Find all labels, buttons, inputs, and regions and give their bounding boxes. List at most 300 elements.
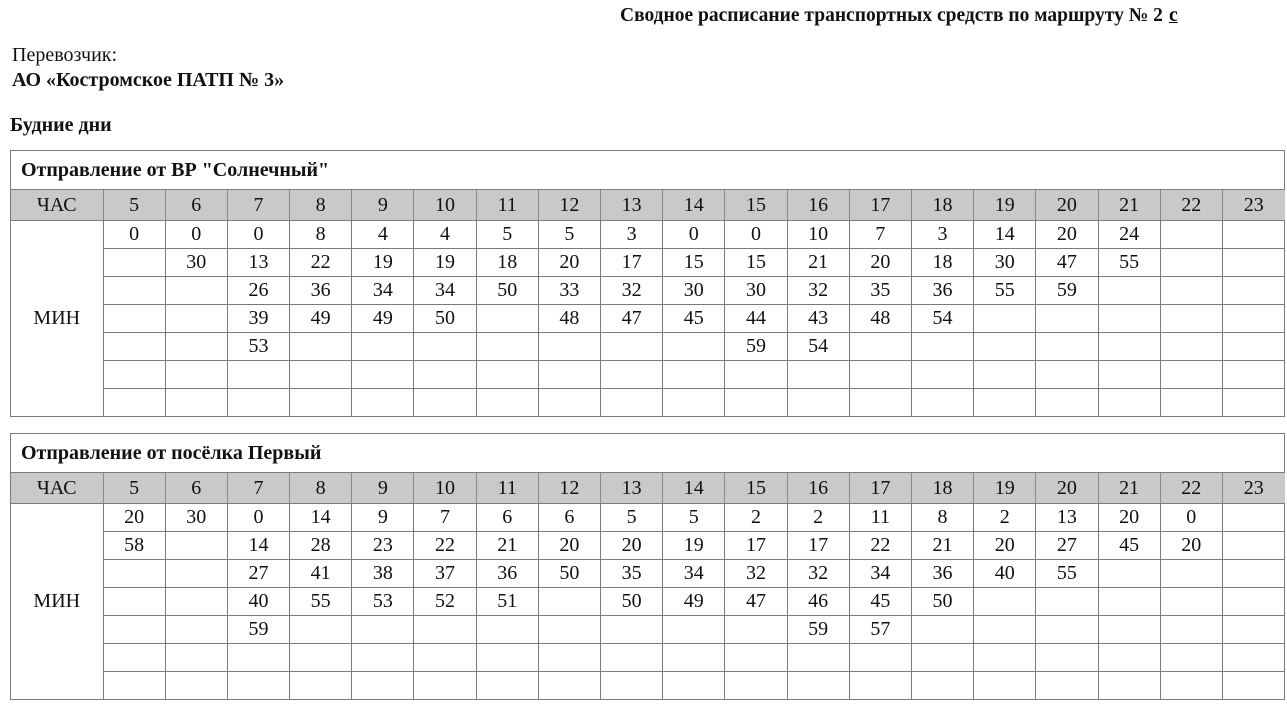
minute-cell: 23	[352, 532, 414, 560]
minute-cell	[352, 389, 414, 417]
minute-cell	[103, 389, 165, 417]
minute-cell: 51	[476, 588, 538, 616]
minute-cell	[849, 672, 911, 700]
minute-cell	[538, 361, 600, 389]
minute-cell: 54	[911, 305, 973, 333]
schedule-title: Отправление от посёлка Первый	[11, 434, 1284, 473]
minute-cell	[1160, 221, 1222, 249]
minute-cell	[974, 672, 1036, 700]
minute-cell: 35	[601, 560, 663, 588]
schedule-table	[11, 473, 1285, 699]
minute-cell	[1036, 305, 1098, 333]
minute-cell	[787, 672, 849, 700]
minute-cell: 2	[787, 504, 849, 532]
minute-cell: 30	[165, 504, 227, 532]
hour-header-cell: 23	[1222, 473, 1284, 504]
minute-cell: 21	[911, 532, 973, 560]
document-title	[620, 5, 1178, 27]
minute-cell: 58	[103, 532, 165, 560]
minute-cell	[103, 560, 165, 588]
minute-cell: 49	[352, 305, 414, 333]
minute-cell: 26	[227, 277, 289, 305]
minute-cell	[974, 305, 1036, 333]
minute-cell	[787, 389, 849, 417]
minute-cell	[538, 333, 600, 361]
minute-cell: 59	[227, 616, 289, 644]
minute-cell	[1222, 249, 1284, 277]
minute-cell	[974, 616, 1036, 644]
minute-cell: 50	[538, 560, 600, 588]
minute-cell: 30	[165, 249, 227, 277]
minute-cell	[663, 616, 725, 644]
minute-cell	[663, 644, 725, 672]
minutes-row	[11, 361, 1285, 389]
minute-cell	[1222, 588, 1284, 616]
minute-cell: 20	[1098, 504, 1160, 532]
minute-cell: 7	[414, 504, 476, 532]
minute-cell: 5	[538, 221, 600, 249]
minute-cell: 18	[476, 249, 538, 277]
minute-cell: 0	[227, 221, 289, 249]
hour-header-cell: 12	[538, 190, 600, 221]
minute-cell: 38	[352, 560, 414, 588]
minute-cell: 17	[725, 532, 787, 560]
minute-cell: 47	[1036, 249, 1098, 277]
minute-cell	[1222, 277, 1284, 305]
minute-cell	[1098, 389, 1160, 417]
minute-cell	[1098, 560, 1160, 588]
minute-cell	[787, 644, 849, 672]
minute-cell: 20	[849, 249, 911, 277]
minute-cell: 3	[601, 221, 663, 249]
minute-cell: 33	[538, 277, 600, 305]
minute-cell: 5	[663, 504, 725, 532]
minute-cell	[663, 333, 725, 361]
minute-cell	[1098, 644, 1160, 672]
minute-cell	[538, 672, 600, 700]
minute-cell	[1222, 560, 1284, 588]
minute-cell: 5	[476, 221, 538, 249]
minute-cell	[1222, 644, 1284, 672]
hour-header-cell: 11	[476, 190, 538, 221]
hour-header-cell: 17	[849, 190, 911, 221]
minute-cell	[538, 588, 600, 616]
minute-cell	[414, 616, 476, 644]
minute-cell	[165, 389, 227, 417]
minute-cell	[1160, 305, 1222, 333]
minute-cell	[1098, 616, 1160, 644]
minute-cell	[911, 644, 973, 672]
minute-cell: 49	[290, 305, 352, 333]
minute-cell: 55	[1036, 560, 1098, 588]
minute-cell	[165, 361, 227, 389]
minute-cell	[974, 389, 1036, 417]
hour-header-cell: 8	[290, 190, 352, 221]
minute-cell	[414, 389, 476, 417]
minute-cell: 8	[290, 221, 352, 249]
minute-cell: 35	[849, 277, 911, 305]
minute-cell: 6	[476, 504, 538, 532]
minute-cell: 22	[414, 532, 476, 560]
minutes-row	[11, 672, 1285, 700]
minute-cell	[1160, 672, 1222, 700]
hour-header-cell: 19	[974, 473, 1036, 504]
minute-cell: 48	[849, 305, 911, 333]
hour-header-cell: 18	[911, 190, 973, 221]
minute-cell: 30	[974, 249, 1036, 277]
minute-cell: 45	[1098, 532, 1160, 560]
minute-cell: 21	[476, 532, 538, 560]
minutes-row	[11, 532, 1285, 560]
minute-cell: 34	[663, 560, 725, 588]
minute-cell: 43	[787, 305, 849, 333]
minute-cell	[290, 389, 352, 417]
minute-cell	[414, 644, 476, 672]
minute-cell	[165, 672, 227, 700]
minutes-row	[11, 644, 1285, 672]
minute-cell	[1160, 588, 1222, 616]
minute-cell	[538, 616, 600, 644]
minute-cell	[849, 361, 911, 389]
hour-header-cell: 21	[1098, 190, 1160, 221]
minute-cell	[103, 361, 165, 389]
minute-cell	[1222, 616, 1284, 644]
document-title-link[interactable]: с	[1168, 5, 1178, 26]
minute-cell	[1036, 588, 1098, 616]
minute-cell	[1160, 333, 1222, 361]
minute-cell	[352, 644, 414, 672]
minute-cell	[725, 616, 787, 644]
minute-cell	[725, 389, 787, 417]
minute-cell: 22	[290, 249, 352, 277]
minute-cell: 36	[476, 560, 538, 588]
minutes-row	[11, 588, 1285, 616]
minute-cell: 15	[725, 249, 787, 277]
minute-cell: 39	[227, 305, 289, 333]
minute-cell	[1036, 644, 1098, 672]
minute-cell	[227, 361, 289, 389]
minute-cell	[352, 333, 414, 361]
minute-cell: 34	[414, 277, 476, 305]
minutes-row	[11, 221, 1285, 249]
hour-header-label: ЧАС	[11, 473, 103, 504]
minute-cell	[974, 333, 1036, 361]
minute-cell	[227, 672, 289, 700]
minute-cell: 36	[911, 560, 973, 588]
minute-cell: 27	[227, 560, 289, 588]
minute-cell: 17	[787, 532, 849, 560]
minute-cell	[601, 672, 663, 700]
hour-header-cell: 7	[227, 190, 289, 221]
minute-cell: 13	[227, 249, 289, 277]
schedule-title: Отправление от ВР "Солнечный"	[11, 151, 1284, 190]
minute-cell: 20	[974, 532, 1036, 560]
minute-cell: 50	[414, 305, 476, 333]
minute-cell: 32	[601, 277, 663, 305]
minute-cell: 4	[414, 221, 476, 249]
minute-cell: 44	[725, 305, 787, 333]
minute-cell: 5	[601, 504, 663, 532]
minute-cell: 14	[974, 221, 1036, 249]
minute-cell: 19	[414, 249, 476, 277]
minute-cell: 57	[849, 616, 911, 644]
hour-header-cell: 9	[352, 190, 414, 221]
hour-header-cell: 15	[725, 473, 787, 504]
minute-cell	[352, 361, 414, 389]
minute-cell	[1036, 672, 1098, 700]
minute-cell	[352, 616, 414, 644]
hour-header-row	[11, 190, 1285, 221]
minute-cell: 34	[849, 560, 911, 588]
document-title-text: Сводное расписание транспортных средств по маршруту № 2	[620, 5, 1163, 26]
minute-cell: 30	[663, 277, 725, 305]
minutes-row	[11, 389, 1285, 417]
hour-header-cell: 10	[414, 190, 476, 221]
minute-cell: 41	[290, 560, 352, 588]
minute-cell	[974, 588, 1036, 616]
minute-cell	[787, 361, 849, 389]
hour-header-cell: 11	[476, 473, 538, 504]
minute-cell	[1160, 389, 1222, 417]
minute-cell	[1098, 333, 1160, 361]
minute-cell: 32	[725, 560, 787, 588]
minute-cell: 27	[1036, 532, 1098, 560]
minute-cell	[103, 644, 165, 672]
minute-cell	[165, 532, 227, 560]
hour-header-cell: 14	[663, 473, 725, 504]
minute-cell: 50	[911, 588, 973, 616]
minute-cell: 20	[1036, 221, 1098, 249]
minute-cell	[601, 361, 663, 389]
minute-cell: 24	[1098, 221, 1160, 249]
minute-cell: 50	[476, 277, 538, 305]
hour-header-cell: 18	[911, 473, 973, 504]
minute-cell	[663, 672, 725, 700]
minute-cell: 46	[787, 588, 849, 616]
minute-cell	[1160, 644, 1222, 672]
minute-cell: 4	[352, 221, 414, 249]
minute-cell	[974, 361, 1036, 389]
hour-header-cell: 9	[352, 473, 414, 504]
minute-cell: 59	[1036, 277, 1098, 305]
minute-cell	[1036, 333, 1098, 361]
minute-cell	[103, 305, 165, 333]
minute-cell	[663, 361, 725, 389]
minute-cell	[414, 333, 476, 361]
minute-cell: 40	[227, 588, 289, 616]
minute-cell: 2	[725, 504, 787, 532]
minutes-row	[11, 616, 1285, 644]
hour-header-cell: 8	[290, 473, 352, 504]
minute-cell	[911, 389, 973, 417]
minute-cell	[227, 644, 289, 672]
minute-cell	[1098, 361, 1160, 389]
minute-cell	[476, 389, 538, 417]
minute-cell	[290, 672, 352, 700]
hour-header-cell: 12	[538, 473, 600, 504]
minute-cell: 19	[352, 249, 414, 277]
minute-cell	[165, 644, 227, 672]
minutes-label: МИН	[33, 590, 81, 612]
minute-cell	[601, 644, 663, 672]
minute-cell: 15	[663, 249, 725, 277]
minute-cell: 2	[974, 504, 1036, 532]
minute-cell	[1222, 532, 1284, 560]
day-type-heading: Будние дни	[10, 114, 112, 136]
hour-header-cell: 5	[103, 190, 165, 221]
minute-cell	[1222, 672, 1284, 700]
minutes-row	[11, 560, 1285, 588]
minute-cell: 59	[787, 616, 849, 644]
minute-cell	[1036, 616, 1098, 644]
minute-cell: 8	[911, 504, 973, 532]
minute-cell: 0	[663, 221, 725, 249]
minute-cell	[352, 672, 414, 700]
hour-header-cell: 20	[1036, 473, 1098, 504]
minute-cell	[1222, 389, 1284, 417]
minute-cell	[476, 672, 538, 700]
hour-header-cell: 7	[227, 473, 289, 504]
minute-cell: 22	[849, 532, 911, 560]
minute-cell	[476, 305, 538, 333]
minute-cell	[911, 333, 973, 361]
schedule-block-pervy	[10, 433, 1285, 700]
minute-cell	[1098, 588, 1160, 616]
minute-cell: 18	[911, 249, 973, 277]
hour-header-cell: 10	[414, 473, 476, 504]
minute-cell: 37	[414, 560, 476, 588]
hour-header-cell: 13	[601, 473, 663, 504]
minute-cell	[1160, 361, 1222, 389]
hour-header-cell: 6	[165, 473, 227, 504]
hour-header-cell: 16	[787, 473, 849, 504]
minute-cell	[103, 616, 165, 644]
minute-cell	[414, 361, 476, 389]
minute-cell: 0	[1160, 504, 1222, 532]
minute-cell: 53	[227, 333, 289, 361]
hour-header-cell: 21	[1098, 473, 1160, 504]
minute-cell	[601, 333, 663, 361]
minute-cell: 36	[290, 277, 352, 305]
minute-cell: 0	[227, 504, 289, 532]
hour-header-cell: 5	[103, 473, 165, 504]
minute-cell: 0	[103, 221, 165, 249]
minute-cell	[1160, 560, 1222, 588]
minute-cell: 53	[352, 588, 414, 616]
minute-cell	[103, 672, 165, 700]
minute-cell: 48	[538, 305, 600, 333]
minute-cell: 20	[538, 249, 600, 277]
minute-cell: 45	[849, 588, 911, 616]
minute-cell: 14	[227, 532, 289, 560]
hour-header-cell: 22	[1160, 473, 1222, 504]
minute-cell: 52	[414, 588, 476, 616]
minute-cell	[476, 361, 538, 389]
hour-header-cell: 6	[165, 190, 227, 221]
minute-cell: 47	[725, 588, 787, 616]
minute-cell: 7	[849, 221, 911, 249]
minute-cell: 14	[290, 504, 352, 532]
minutes-row	[11, 333, 1285, 361]
hour-header-cell: 19	[974, 190, 1036, 221]
hour-header-cell: 15	[725, 190, 787, 221]
minute-cell: 20	[601, 532, 663, 560]
hour-header-label: ЧАС	[11, 190, 103, 221]
hour-header-cell: 17	[849, 473, 911, 504]
minute-cell: 55	[290, 588, 352, 616]
minute-cell	[601, 616, 663, 644]
minute-cell	[165, 305, 227, 333]
minute-cell	[165, 277, 227, 305]
minute-cell	[1036, 361, 1098, 389]
hour-header-cell: 22	[1160, 190, 1222, 221]
minute-cell: 20	[538, 532, 600, 560]
minute-cell	[1098, 277, 1160, 305]
minute-cell: 0	[165, 221, 227, 249]
minute-cell: 20	[103, 504, 165, 532]
minute-cell	[103, 249, 165, 277]
carrier-name: АО «Костромское ПАТП № 3»	[12, 69, 285, 91]
minute-cell	[725, 644, 787, 672]
minutes-row	[11, 249, 1285, 277]
minute-cell	[1160, 277, 1222, 305]
minute-cell	[911, 616, 973, 644]
minute-cell: 32	[787, 277, 849, 305]
minute-cell	[849, 644, 911, 672]
minute-cell: 19	[663, 532, 725, 560]
minute-cell	[476, 644, 538, 672]
schedule-block-solnechny	[10, 150, 1285, 417]
minute-cell	[290, 616, 352, 644]
minute-cell: 13	[1036, 504, 1098, 532]
minute-cell	[911, 361, 973, 389]
minute-cell	[290, 644, 352, 672]
minute-cell: 34	[352, 277, 414, 305]
minute-cell	[290, 333, 352, 361]
minute-cell	[538, 644, 600, 672]
minute-cell: 28	[290, 532, 352, 560]
minute-cell: 55	[1098, 249, 1160, 277]
minute-cell	[165, 560, 227, 588]
minute-cell	[476, 616, 538, 644]
carrier-label: Перевозчик:	[12, 44, 118, 66]
minute-cell: 20	[1160, 532, 1222, 560]
minute-cell: 59	[725, 333, 787, 361]
minute-cell: 36	[911, 277, 973, 305]
minute-cell	[1160, 616, 1222, 644]
minute-cell	[1222, 221, 1284, 249]
minutes-row	[11, 504, 1285, 532]
hour-header-cell: 20	[1036, 190, 1098, 221]
minute-cell: 17	[601, 249, 663, 277]
minutes-row	[11, 305, 1285, 333]
minute-cell: 3	[911, 221, 973, 249]
hour-header-cell: 14	[663, 190, 725, 221]
minute-cell	[476, 333, 538, 361]
minute-cell: 21	[787, 249, 849, 277]
minute-cell	[1160, 249, 1222, 277]
minute-cell	[1222, 361, 1284, 389]
minute-cell	[103, 277, 165, 305]
minute-cell: 50	[601, 588, 663, 616]
schedule-table	[11, 190, 1285, 416]
minute-cell	[1222, 504, 1284, 532]
minute-cell: 9	[352, 504, 414, 532]
minute-cell: 11	[849, 504, 911, 532]
minute-cell: 0	[725, 221, 787, 249]
minute-cell	[1222, 333, 1284, 361]
minute-cell: 10	[787, 221, 849, 249]
